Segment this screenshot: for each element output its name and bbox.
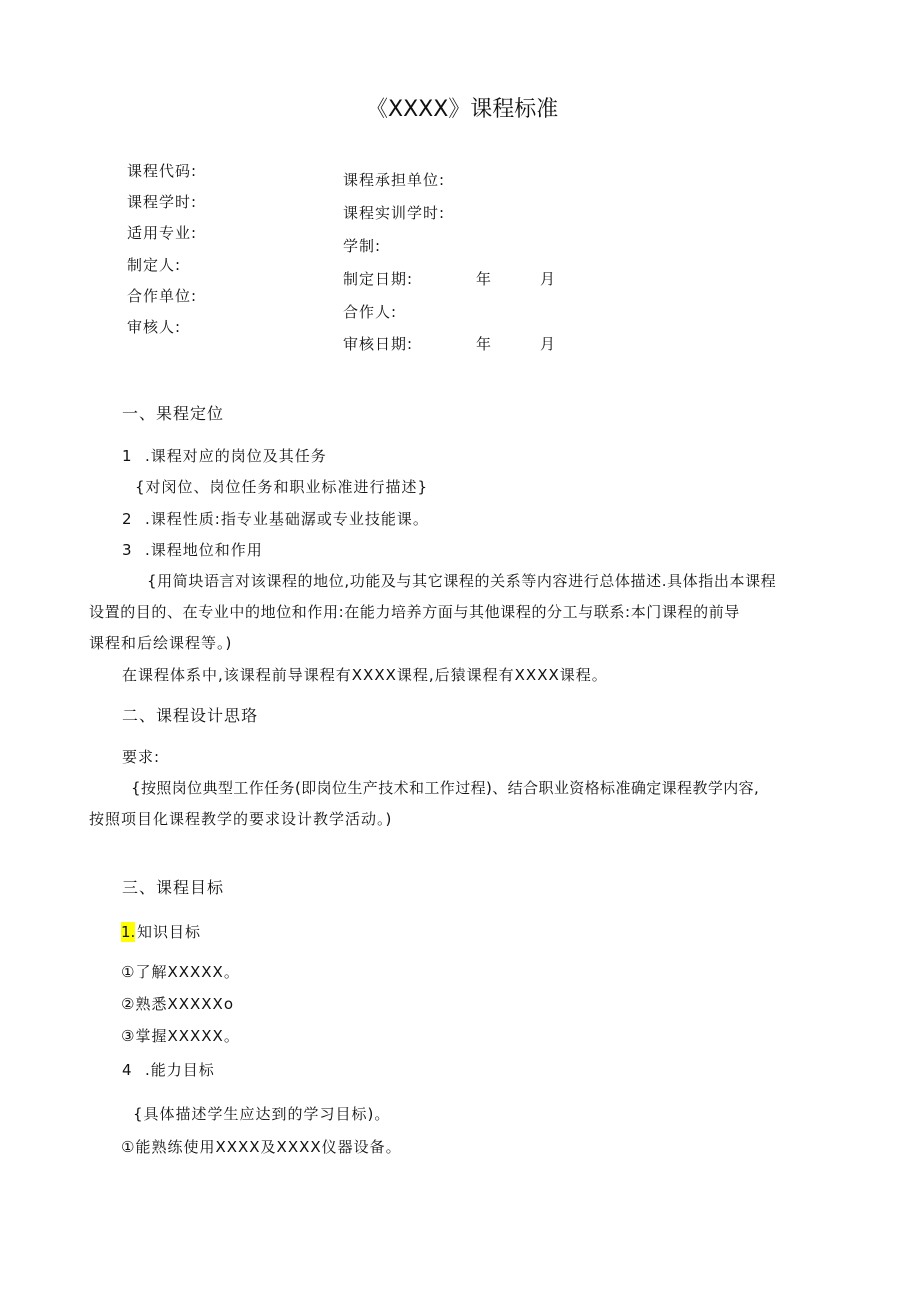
item-number: 3 xyxy=(122,541,133,559)
page-title: 《XXXX》课程标准 xyxy=(366,97,559,122)
knowledge-item: ③掌握XXXXX。 xyxy=(121,1027,240,1045)
item-number: 2 xyxy=(122,510,133,528)
section-heading-2: 二、课程设计思珞 xyxy=(122,706,259,725)
paragraph-line: 课程和后绘课程等。) xyxy=(89,634,233,652)
meta-reviewer: 审核人: xyxy=(127,318,182,336)
section-heading-3: 三、课程目标 xyxy=(122,878,225,897)
meta-partner: 合作人: xyxy=(343,303,398,321)
item-3-text: .课程地位和作用 xyxy=(145,541,263,559)
course-system-line: 在课程体系中,该课程前导课程有XXXX课程,后猿课程有XXXX课程。 xyxy=(122,666,608,684)
meta-major: 适用专业: xyxy=(127,224,198,242)
meta-training-hours: 课程实训学时: xyxy=(343,204,446,222)
knowledge-number: 1. xyxy=(121,923,136,941)
ability-note: {具体描述学生应达到的学习目标)。 xyxy=(133,1105,391,1123)
meta-duration: 学制: xyxy=(343,237,382,255)
knowledge-heading: 知识目标 xyxy=(137,923,202,941)
meta-review-date: 审核日期: xyxy=(343,335,414,353)
knowledge-item: ①了解XXXXX。 xyxy=(121,963,240,981)
review-date-month: 月 xyxy=(540,335,557,353)
paragraph-line: 设置的目的、在专业中的地位和作用:在能力培养方面与其他课程的分工与联系:本门课程的前导 xyxy=(89,603,740,621)
meta-partner-unit: 合作单位: xyxy=(127,287,198,305)
item-number: 1 xyxy=(122,447,133,465)
item-number: 4 xyxy=(122,1061,133,1079)
item-1-text: .课程对应的岗位及其任务 xyxy=(145,447,327,465)
made-date-month: 月 xyxy=(540,270,557,288)
section-heading-1: 一、果程定位 xyxy=(122,404,225,423)
item-2-text: .课程性质:指专业基础潺或专业技能课。 xyxy=(145,510,429,528)
made-date-year: 年 xyxy=(476,270,493,288)
paragraph-line: {按照岗位典型工作任务(即岗位生产技术和工作过程)、结合职业资格标准确定课程教学内容, xyxy=(131,779,760,797)
ability-heading: .能力目标 xyxy=(145,1061,215,1079)
meta-course-code: 课程代码: xyxy=(127,162,198,180)
knowledge-item: ②熟悉XXXXXo xyxy=(121,995,235,1013)
paragraph-line: {用简块语言对该课程的地位,功能及与其它课程的关系等内容进行总体描述.具体指出本课程 xyxy=(147,572,777,590)
meta-made-date: 制定日期: xyxy=(343,270,414,288)
paragraph-line: 按照项目化课程教学的要求设计教学活动。) xyxy=(89,810,393,828)
item-1-note: {对闵位、岗位任务和职业标准进行描述} xyxy=(135,478,429,496)
meta-author: 制定人: xyxy=(127,256,182,274)
meta-course-hours: 课程学时: xyxy=(127,193,198,211)
review-date-year: 年 xyxy=(476,335,493,353)
meta-responsible-unit: 课程承担单位: xyxy=(343,171,446,189)
ability-item: ①能熟练使用XXXX及XXXX仪器设备。 xyxy=(121,1138,402,1156)
requirement-label: 要求: xyxy=(122,748,161,766)
